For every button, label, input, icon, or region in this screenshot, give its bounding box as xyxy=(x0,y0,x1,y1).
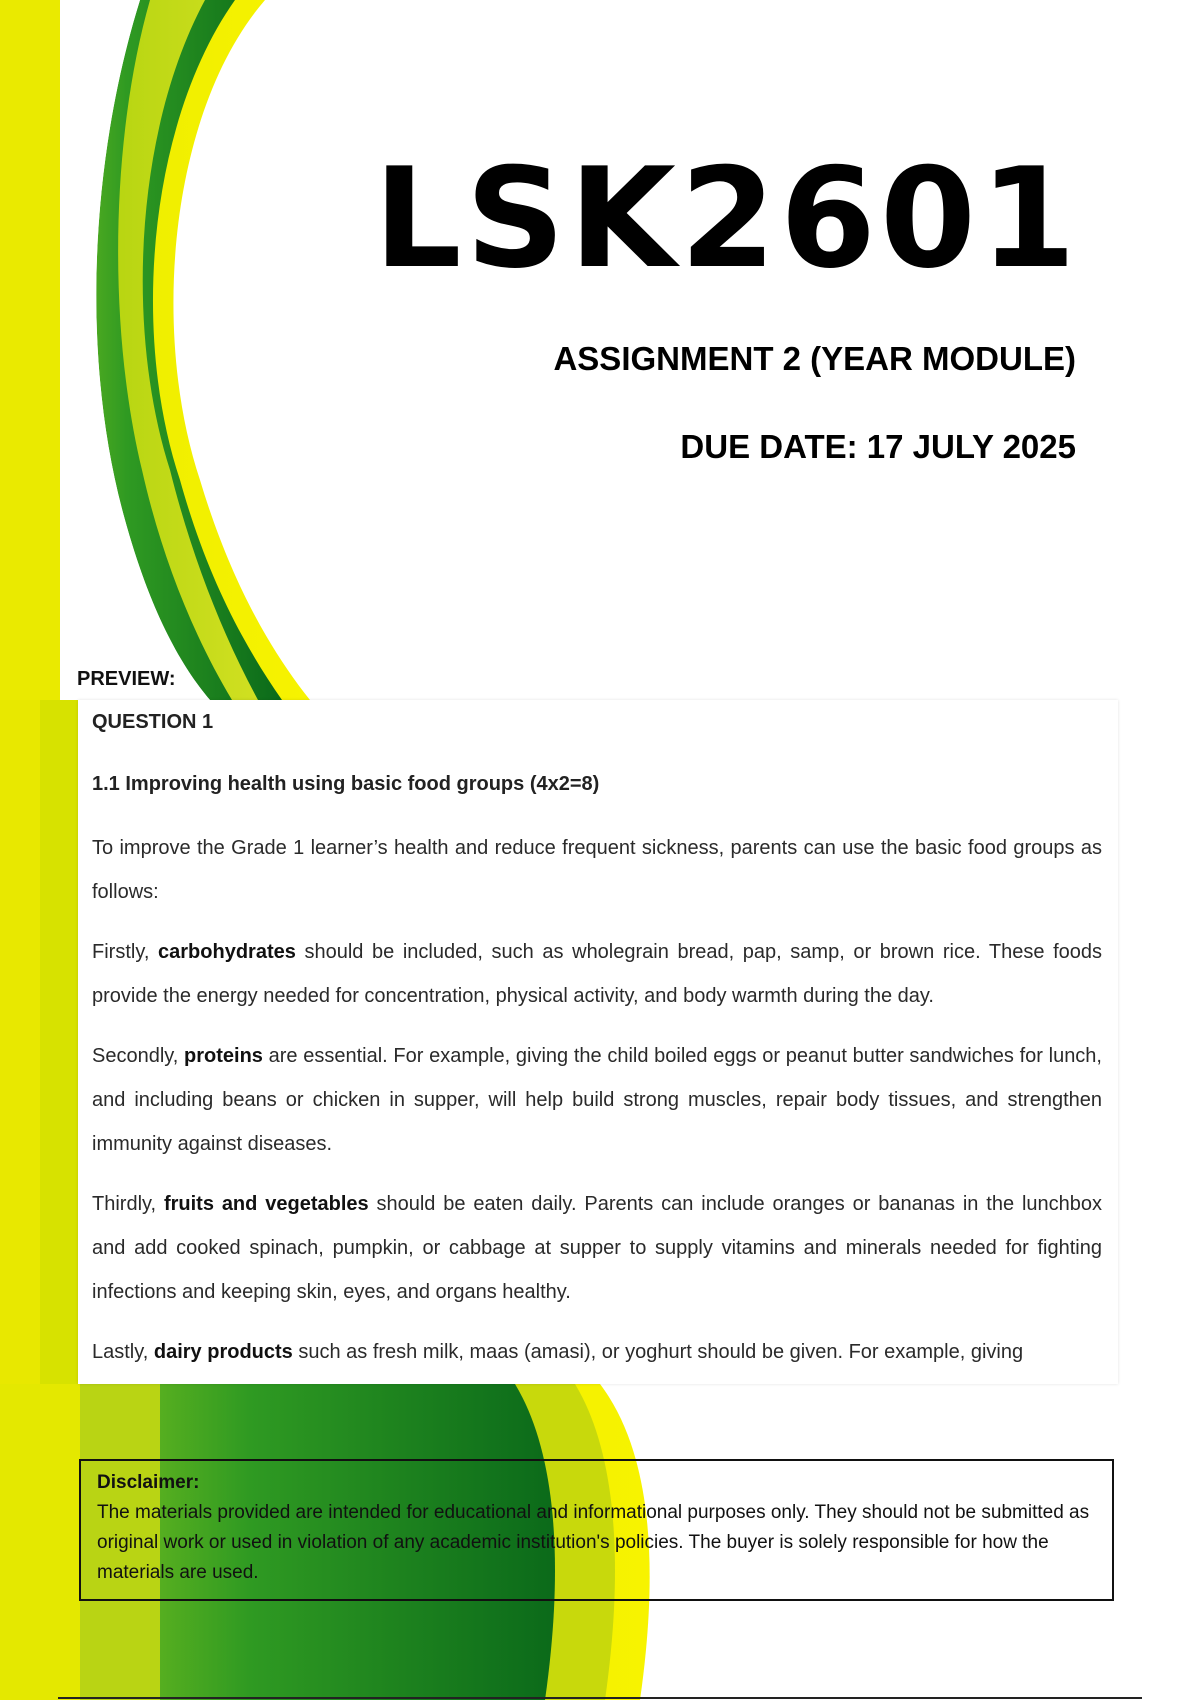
paragraph-body: such as fresh milk, maas (amasi), or yoghurt should be given. For example, giving xyxy=(292,1341,1024,1363)
due-date: DUE DATE: 17 JULY 2025 xyxy=(680,428,1076,465)
paragraph-lead: Secondly, xyxy=(92,1045,185,1067)
paragraph-carbohydrates xyxy=(92,930,1102,1018)
intro-paragraph: To improve the Grade 1 learner’s health and reduce frequent sickness, parents can use the basic food groups as follows: xyxy=(92,837,1102,903)
paragraph-lead: Firstly, xyxy=(92,941,159,963)
paragraph-lead: Lastly, xyxy=(92,1341,154,1363)
paragraph-term: fruits and vegetables xyxy=(163,1193,369,1215)
disclaimer-box xyxy=(79,1459,1114,1601)
footer-divider xyxy=(58,1697,1142,1699)
paragraph-term: proteins xyxy=(184,1045,263,1067)
paragraph-term: dairy products xyxy=(153,1341,293,1363)
assignment-title: ASSIGNMENT 2 (YEAR MODULE) xyxy=(553,340,1076,377)
paragraph-dairy xyxy=(92,1330,1102,1374)
course-code-title: LSK2601 xyxy=(373,138,1080,299)
preview-excerpt-box xyxy=(78,700,1118,1384)
paragraph-fruits-vegetables xyxy=(92,1182,1102,1314)
paragraph-lead: Thirdly, xyxy=(92,1193,164,1215)
paragraph-term: carbohydrates xyxy=(158,941,296,963)
paragraph-proteins xyxy=(92,1034,1102,1166)
paragraph-body: should be eaten daily. Parents can include oranges or bananas in the lunchbox and add cooked spinach, pumpkin, or cabbage at supper to supply vitamins and minerals needed for fighting infections and keeping skin, eyes, and organs healthy. xyxy=(92,1193,1103,1303)
preview-label: PREVIEW: xyxy=(77,668,176,690)
question-heading: QUESTION 1 xyxy=(92,711,214,733)
question-subheading: 1.1 Improving health using basic food groups (4x2=8) xyxy=(92,773,600,795)
paragraph-body: are essential. For example, giving the child boiled eggs or peanut butter sandwiches for lunch, and including beans or chicken in supper, will help build strong muscles, repair body tissues, and strengthen immunity against diseases. xyxy=(92,1045,1102,1155)
disclaimer-text: The materials provided are intended for educational and informational purposes only. They should not be submitted as original work or used in violation of any academic institution's policies. The buyer is solely responsible for how the materials are used. xyxy=(97,1502,1090,1583)
paragraph-body: should be included, such as wholegrain bread, pap, samp, or brown rice. These foods provide the energy needed for concentration, physical activity, and body warmth during the day. xyxy=(92,941,1103,1007)
disclaimer-title: Disclaimer: xyxy=(97,1472,200,1493)
